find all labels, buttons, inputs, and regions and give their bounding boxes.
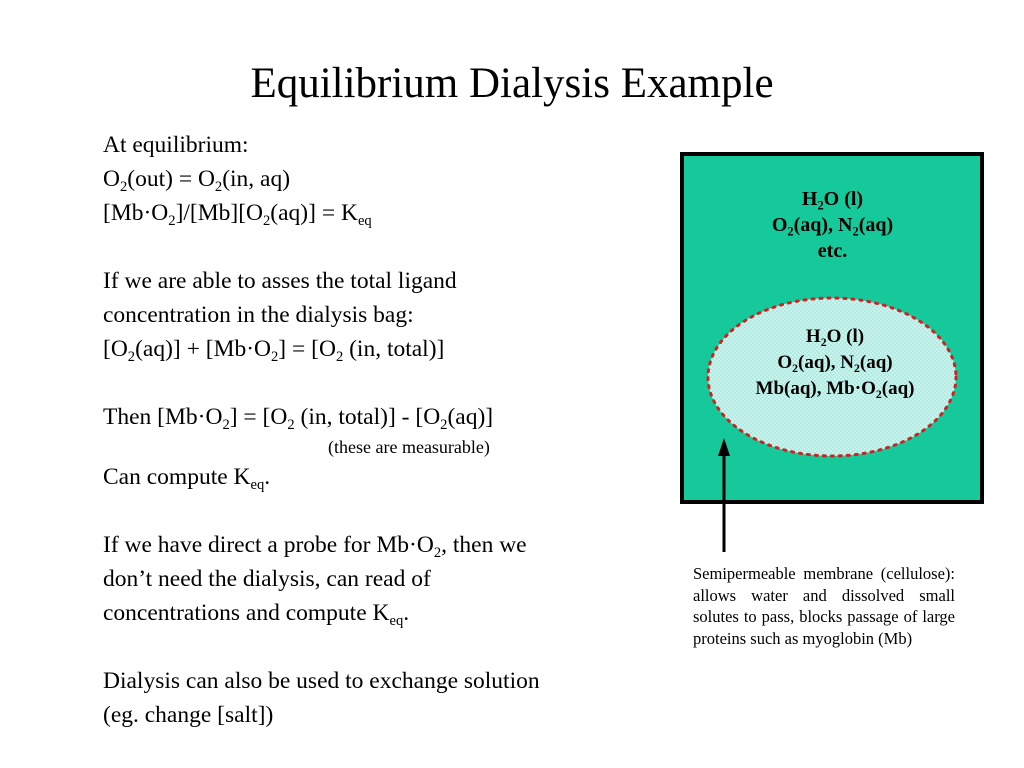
text-line: $[O_2(aq)] + [Mb\cdot O_2] = [O_2$ (in, total)] xyxy=(103,336,445,366)
text-line: $[Mb\cdot O_2]/[Mb][O_2(aq)] = K_{eq}$ xyxy=(103,200,372,230)
label-line: $H_2O$ (l) xyxy=(801,188,864,213)
label-line: $H_2O$ (l) xyxy=(805,326,865,350)
text-line: Can compute $K_{eq}$. xyxy=(103,464,271,494)
text-line: Then $[Mb\cdot O_2] = [O_2$ (in, total)] - $[O_2(aq)]$ xyxy=(103,404,494,434)
text-line: $O_2(out) = O_2(in$, aq) xyxy=(103,166,291,196)
label-line: Mb(aq), $Mb\cdot O_2(aq)$ xyxy=(755,378,915,402)
label-line: $O_2(aq)$, $N_2(aq)$ xyxy=(771,214,894,239)
slide-title: Equilibrium Dialysis Example xyxy=(250,60,774,107)
measurable-note: (these are measurable) xyxy=(328,437,490,457)
membrane-caption: Semipermeable membrane (cellulose): allows water and dissolved small solutes to pass, blocks passage of large proteins such as myoglobin (Mb) xyxy=(693,564,955,648)
label-line: etc. xyxy=(817,240,848,262)
text-line: At equilibrium: xyxy=(103,132,249,158)
text-line: concentration in the dialysis bag: xyxy=(103,302,414,328)
text-line: If we have direct a probe for $Mb\cdot O_2$, then we xyxy=(103,532,527,562)
text-line: Dialysis can also be used to exchange solution xyxy=(103,668,540,694)
text-line: If we are able to asses the total ligand xyxy=(103,268,457,294)
outer-solution-label xyxy=(680,186,985,264)
label-line: $O_2(aq)$, $N_2(aq)$ xyxy=(777,352,893,376)
bag-solution-label xyxy=(700,324,970,402)
text-line: (eg. change [salt]) xyxy=(103,702,274,728)
text-line: don’t need the dialysis, can read of xyxy=(103,566,431,592)
text-line: concentrations and compute $K_{eq}$. xyxy=(103,600,410,630)
